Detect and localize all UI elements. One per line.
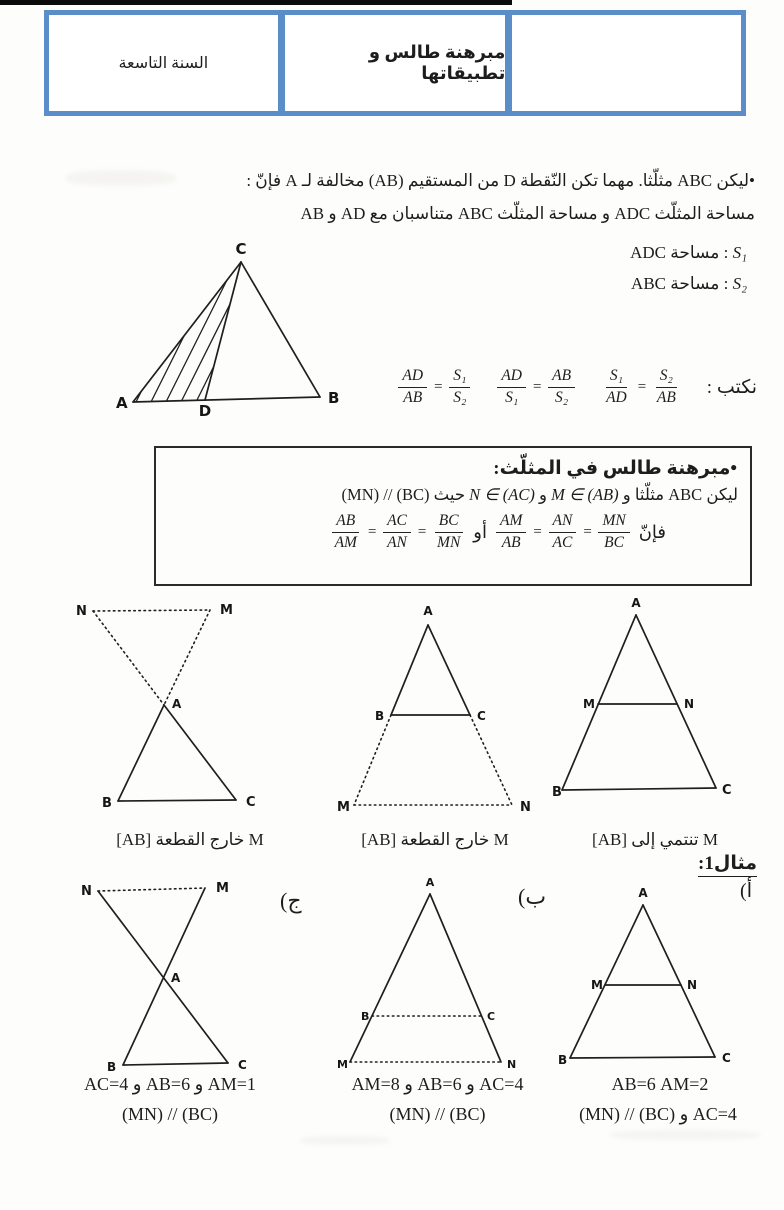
text-chunk: •ليكن <box>716 171 755 190</box>
vertex-label-A: A <box>423 604 433 618</box>
caption-row2-middle-line1 <box>330 1074 545 1095</box>
caption-row2-left-line2 <box>55 1104 285 1125</box>
theorem-condition-line <box>156 480 750 505</box>
equals-sign: = <box>532 378 543 395</box>
vertex-label-M: M <box>337 800 350 815</box>
vertex-label-M: M <box>216 881 229 896</box>
text-chunk: و <box>132 1074 142 1094</box>
area-label-s2 <box>447 268 747 299</box>
vertex-label-C: C <box>722 1051 731 1065</box>
fraction <box>383 512 411 552</box>
vertex-label-M: M <box>220 603 233 618</box>
example-title: مثال1: <box>698 852 757 877</box>
text-chunk: A <box>285 171 298 190</box>
equals-sign: = <box>636 378 647 395</box>
text-chunk: (MN) // (BC) <box>389 1104 486 1124</box>
bleedthrough-smudge <box>610 1130 760 1140</box>
fraction-numerator: AM <box>496 512 526 533</box>
text-chunk: AM=1 <box>207 1074 256 1094</box>
figure-row1-bowtie <box>58 598 303 828</box>
vertex-label-A: A <box>172 697 182 711</box>
text-chunk: متناسبان مع <box>369 204 454 223</box>
caption-row2-left-line1 <box>55 1074 285 1095</box>
fraction-numerator: S₁ <box>606 367 627 388</box>
equals-sign: = <box>532 523 543 540</box>
text-chunk: AB=6 <box>611 1074 656 1094</box>
vertex-label-N: N <box>76 604 87 619</box>
fraction-numerator: AC <box>383 512 411 533</box>
text-chunk: AM=2 <box>660 1074 709 1094</box>
caption-row1-left <box>70 830 310 850</box>
vertex-label-N: N <box>687 978 698 992</box>
fraction <box>602 367 631 407</box>
equation-2 <box>497 367 575 407</box>
text-chunk: [AB] <box>116 830 152 849</box>
example-marker-a: أ) <box>740 880 753 902</box>
fraction-denominator: BC <box>604 533 624 551</box>
figure-row1-inner-parallel <box>552 596 732 826</box>
vertex-label-N: N <box>520 800 531 815</box>
figure-row2-inner-parallel <box>558 888 770 1066</box>
vertex-label-C: C <box>722 783 732 798</box>
text-chunk: AB=6 <box>145 1074 191 1094</box>
theorem-box <box>154 446 752 586</box>
text-chunk: D <box>503 171 516 190</box>
equals-sign: = <box>582 523 593 540</box>
caption-row2-middle-line2 <box>330 1104 545 1125</box>
vertex-label-M: M <box>583 697 595 711</box>
text-chunk: ليكن <box>706 485 738 504</box>
fraction-denominator: S₁ <box>505 388 519 406</box>
text-chunk: و مساحة المثلّث <box>497 204 611 223</box>
proportion-chain-1 <box>496 512 630 552</box>
fraction-denominator: S₂ <box>555 388 569 406</box>
fraction-numerator: AD <box>398 367 427 388</box>
text-chunk: خارج القطعة <box>400 830 490 849</box>
text-chunk: ADC <box>630 243 667 262</box>
vertex-label-B: B <box>107 1060 117 1074</box>
text-chunk: (AB) <box>368 171 404 190</box>
vertex-label-M: M <box>591 978 603 992</box>
vertex-label-N: N <box>81 884 92 899</box>
fraction-denominator: AB <box>501 533 521 551</box>
text-chunk: و <box>679 1104 689 1124</box>
fraction-denominator: MN <box>437 533 461 551</box>
vertex-label-B: B <box>328 389 340 407</box>
text-chunk: M <box>702 830 718 849</box>
text-chunk: M <box>248 830 264 849</box>
text-chunk: مثلّثا و <box>622 485 665 504</box>
vertex-label-C: C <box>487 1010 496 1023</box>
bleedthrough-smudge <box>300 1136 390 1145</box>
caption-row2-right-line1 <box>560 1074 760 1095</box>
then-label: فإنّ <box>638 521 666 542</box>
example-marker-b: ب) <box>518 884 547 909</box>
fraction <box>331 512 361 552</box>
text-chunk: و <box>328 204 337 223</box>
header-cell-title: مبرهنة طالس و تطبيقاتها <box>285 15 506 111</box>
vertex-label-B: B <box>558 1053 568 1067</box>
intro-line-2 <box>35 199 755 229</box>
vertex-label-A: A <box>631 596 641 610</box>
vertex-label-A: A <box>425 876 435 889</box>
fraction <box>653 367 680 407</box>
fraction-numerator: AD <box>497 367 526 388</box>
text-chunk: مثلّثا. مهما تكن النّقطة <box>520 171 673 190</box>
header-cell-empty <box>512 15 741 111</box>
text-chunk: مساحة <box>670 274 720 293</box>
fraction-denominator: AN <box>387 533 407 551</box>
caption-row1-right <box>555 830 755 850</box>
fraction-denominator: S₂ <box>453 388 467 406</box>
header-table <box>44 10 746 116</box>
text-chunk: من المستقيم <box>407 171 500 190</box>
text-chunk: AC=4 <box>479 1074 524 1094</box>
text-chunk: و <box>539 485 547 504</box>
fraction <box>598 512 629 552</box>
text-chunk: : <box>723 274 729 293</box>
text-chunk: مساحة <box>670 243 720 262</box>
vertex-label-A: A <box>171 971 181 985</box>
or-label: أو <box>473 521 487 542</box>
vertex-label-D: D <box>198 402 212 420</box>
text-chunk: حيث <box>433 485 466 504</box>
text-chunk: [AB] <box>592 830 627 849</box>
text-chunk: مساحة المثلّث <box>654 204 755 223</box>
fraction <box>433 512 464 552</box>
fraction-numerator: S₁ <box>449 367 470 388</box>
vertex-label-C: C <box>246 795 256 810</box>
theorem-conclusion-row <box>156 505 750 552</box>
text-chunk: ABC <box>668 485 703 504</box>
fraction <box>449 367 470 407</box>
scan-edge-bar <box>0 0 512 5</box>
fraction-numerator: BC <box>435 512 463 533</box>
fraction-denominator: AB <box>403 388 423 406</box>
fraction-numerator: AN <box>549 512 577 533</box>
text-chunk: تنتمي إلى <box>631 830 699 849</box>
fraction-numerator: S₂ <box>656 367 677 388</box>
text-chunk: [AB] <box>361 830 397 849</box>
text-chunk: : <box>723 243 729 262</box>
figure-row1-extended-triangle <box>335 595 535 827</box>
text-chunk: M <box>493 830 509 849</box>
theorem-title: •مبرهنة طالس في المثلّث: <box>493 458 737 479</box>
fraction <box>398 367 427 407</box>
vertex-label-C: C <box>235 240 247 258</box>
equation-1 <box>602 367 680 407</box>
fraction-numerator: MN <box>598 512 629 533</box>
caption-row2-right-line2 <box>548 1104 768 1125</box>
fraction-denominator: AD <box>606 388 627 406</box>
text-chunk: ABC <box>677 171 713 190</box>
vertex-label-C: C <box>238 1058 247 1072</box>
fraction <box>549 512 577 552</box>
text-chunk: S₂ <box>732 274 747 293</box>
text-chunk: AM=8 <box>351 1074 400 1094</box>
text-chunk: AC=4 <box>84 1074 129 1094</box>
figure-row2-bowtie <box>58 878 303 1073</box>
vertex-label-N: N <box>507 1058 517 1071</box>
fraction <box>548 367 575 407</box>
vertex-label-A: A <box>116 394 128 412</box>
proportion-chain-2 <box>331 512 465 552</box>
we-write-row <box>357 350 757 424</box>
figure-area-triangle <box>98 240 348 420</box>
vertex-label-B: B <box>361 1010 370 1023</box>
text-chunk: AD <box>340 204 366 223</box>
text-chunk: ADC <box>614 204 651 223</box>
text-chunk: (MN) // (BC) <box>579 1104 676 1124</box>
text-chunk: M ∈ (AB) <box>551 485 619 504</box>
text-chunk: (MN) // (BC) <box>122 1104 218 1124</box>
vertex-label-N: N <box>684 697 695 711</box>
header-cell-year: السنة التاسعة <box>49 15 278 111</box>
figure-row2-extended-triangle <box>337 876 537 1072</box>
fraction <box>497 367 526 407</box>
text-chunk: خارج القطعة <box>155 830 245 849</box>
vertex-label-B: B <box>102 796 112 811</box>
text-chunk: و <box>194 1074 204 1094</box>
vertex-label-M: M <box>337 1058 348 1071</box>
text-chunk: و <box>404 1074 413 1094</box>
example-marker-j: ج) <box>280 888 302 913</box>
vertex-label-B: B <box>552 785 562 800</box>
caption-row1-middle <box>330 830 540 850</box>
text-chunk: (MN) // (BC) <box>341 485 430 504</box>
text-chunk: S₁ <box>732 243 747 262</box>
fraction-denominator: AC <box>552 533 573 551</box>
vertex-label-B: B <box>375 709 385 723</box>
equals-sign: = <box>433 378 444 395</box>
fraction-denominator: AB <box>656 388 676 406</box>
text-chunk: و <box>466 1074 475 1094</box>
text-chunk: AB <box>300 204 325 223</box>
text-chunk: N ∈ (AC) <box>469 485 535 504</box>
text-chunk: AB=6 <box>417 1074 462 1094</box>
text-chunk: AC=4 <box>692 1104 737 1124</box>
we-write-label: نكتب : <box>706 376 757 398</box>
area-definitions <box>447 237 747 299</box>
equation-3 <box>398 367 470 407</box>
fraction-denominator: AM <box>334 533 357 551</box>
equals-sign: = <box>366 523 378 540</box>
fraction <box>496 512 526 552</box>
vertex-label-C: C <box>477 709 486 723</box>
fraction-numerator: AB <box>332 512 359 533</box>
text-chunk: ABC <box>631 274 667 293</box>
bleedthrough-smudge <box>66 170 176 186</box>
text-chunk: مخالفة لـ <box>301 171 365 190</box>
text-chunk: ABC <box>457 204 493 223</box>
fraction-numerator: AB <box>548 367 575 388</box>
hatch-lines <box>116 256 269 412</box>
vertex-label-A: A <box>638 886 648 900</box>
text-chunk: فإنّ : <box>246 171 282 190</box>
equals-sign: = <box>416 523 428 540</box>
area-label-s1 <box>447 237 747 268</box>
